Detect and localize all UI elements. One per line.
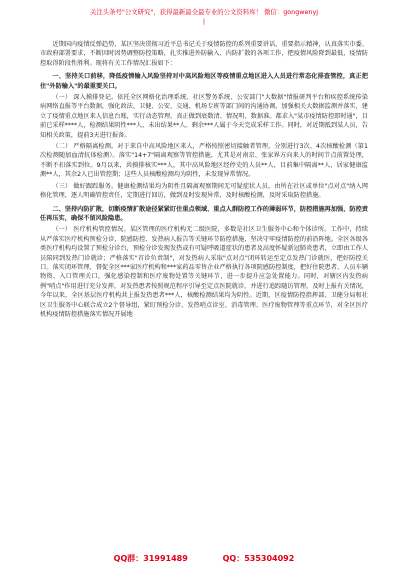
body-paragraph: （三） 做好跟踪服务。健康检测结果均为阴性且隔离观察期间无可疑症状人员，由所在社区或单位"点对点"纳入网格化管理，逐人明确管控责任，定期进行回访，做到及时发现异常，及时核酸检测，及时采取防控措施。	[40, 182, 368, 200]
body-paragraph: （二） 严格隔离检测。对于来自中高风险地区来人，严格按照密切接触者管理，分别进行3次、4次核酸检测（第1次检测随加血清抗体检测）。落实"14+7"隔离观察等管控措施，尤其是对南京、张家界方向来人的时间节点前置处理，不断不扣落实到位。9月以来，共摸排核实***人，其中高风险地区经停史的人员**人，目前集中隔离**人，居家健康监测**人，其余2人已出管控期；这些人员核酸检测均为阴性，未发现异常情况。	[40, 143, 368, 179]
body-paragraph: （一） 医疗机构管控情况。某区管理的医疗机构无二级医院，多数是社区卫生服务中心和个体诊所。工作中，持续从严落实医疗机构预检分诊、院感防控、发热病人报告等关键环节防控措施，坚决守牢疫情防控的前沿阵地。全区各级各类医疗机构均设置了预检分诊台，预检分诊发现发热或有可疑呼吸道症状的患者及高度怀疑新冠肺炎患者，立即由工作人员陪同到发热门诊就诊；严格落实"首诊负责制"，对发热病人采取"点对点"闭环转运至定点发热门诊就医，把好防控关口。落实闭环管理、督促全区***家医疗机构和***家药品零售企业严格执行各项院感防控制度，把好住院患者、人员车辆物资、入口管理关口，强化感染控制和医疗废物处置等关键环节，进一步提升应急处置能力。同时，对辖区内发热病例"哨点"作用进行充分发挥，对发热患者按照规范程序引导至定点医院就诊，并进行追踪随访管理，及时上报有关情况，今年以来，全区基层医疗机构共上报发热患者***人，核酸检测结果均为阴性。近期，区疫情防控指挥部、卫健分局和社区卫生服务中心联合成立2个督导组，紧盯预检分诊、发热哨点诊室、消毒管理、医疗废物管理等重点环节，对全区医疗机构疫情防控措施落实情况开展地	[40, 226, 368, 318]
footer-contact	[0, 553, 408, 564]
body-paragraph: 近期国内疫情反弹趋势，某区坚决贯彻习近平总书记关于疫情防控的系列重要讲话、重要指示精神，认真落实市委、市政府部署要求，不断因时因势调整防控策略，扎实推进外防输入、内防扩散的各项工作，把疫情风险降到最低，疫情防控取得阶段性胜利。现将有关工作情况汇报如下：	[40, 41, 368, 67]
body-paragraph: （一） 深入摸排登记。依托全区网格化治理系统、社区警务系统、公安部门"大数据"情报研判平台和疾控系统传染病网络直报等平台数据，强化政法、卫健、公安、交通、机场专班等部门间的沟通协调，加强相关大数据监测并落实，建立了疫情重点地区来人信息台账，实行动态管理，真正做到底数清、情况明、数据准。都求入"某市疫情防控即时通"，目前已采样****人，检测结果阴性***人，未出结果**人。剩余***人属于今天完成采样工作。同时，对近期抵到某人员，告知相关政策，提前3天进行报备。	[40, 94, 368, 139]
promo-line-1: 关注头条号"公文研究"，获得最新最全最专业的公文资料库！ 微信：gongwenyj	[89, 8, 319, 16]
qq-group: QQ群：31991489	[113, 554, 188, 563]
promo-line-2: |	[202, 17, 206, 25]
report-body	[40, 40, 368, 321]
section-heading: 一、坚持关口前移，降低疫情输入风险坚持对中高风险地区等疫情重点地区进入人员进行常态化排查管控，真正把住"外防输入"的最重要关口。	[40, 73, 368, 90]
qq-number: QQ：535304092	[222, 554, 295, 563]
promo-banner	[40, 8, 368, 26]
section-heading: 二、坚持内防扩散，切断疫情扩散途径紧紧盯住重点领域、重点人群防控工作的薄弱环节，防控措施再加强，防控责任再压实，确保不留风险隐患。	[40, 205, 368, 222]
